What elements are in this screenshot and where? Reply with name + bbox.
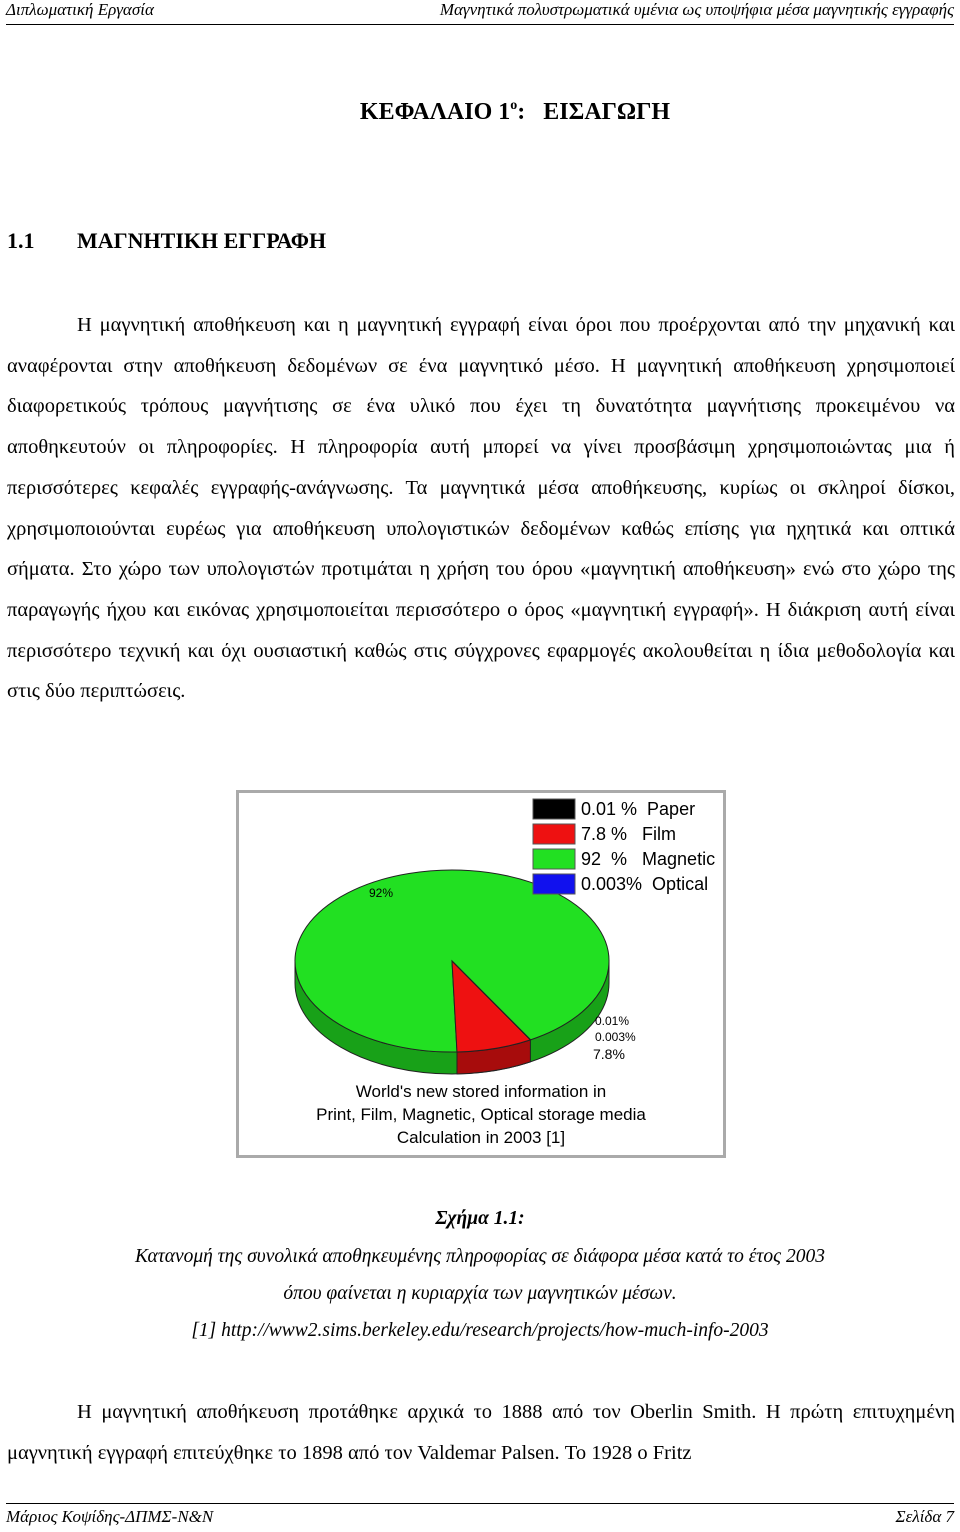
data-label: 7.8% — [593, 1046, 625, 1062]
header-right-title: Μαγνητικά πολυστρωματικά υμένια ως υποψήφια μέσα μαγνητικής εγγραφής — [439, 0, 954, 19]
chapter-suffix: : ΕΙΣΑΓΩΓΗ — [517, 99, 671, 125]
figure-caption-line2: όπου φαίνεται η κυριαρχία των μαγνητικών μέσων. — [283, 1283, 677, 1304]
legend-swatch — [533, 824, 575, 844]
footer-page-number: Σελίδα 7 — [895, 1507, 954, 1526]
legend-swatch — [533, 799, 575, 819]
legend-label: 7.8 % Film — [581, 824, 677, 844]
section-number: 1.1 — [7, 228, 35, 253]
footer-author: Μάριος Κοψίδης-ΔΠΜΣ-Ν&Ν — [6, 1507, 214, 1526]
chart-legend — [533, 799, 715, 894]
figure-caption-line1: Κατανομή της συνολικά αποθηκευμένης πληροφορίας σε διάφορα μέσα κατά το έτος 2003 — [135, 1246, 825, 1267]
chapter-heading — [0, 98, 960, 126]
page-header — [6, 0, 954, 25]
legend-label: 92 % Magnetic — [581, 849, 716, 869]
header-left-title: Διπλωματική Εργασία — [6, 0, 154, 19]
section-title: ΜΑΓΝΗΤΙΚΗ ΕΓΓΡΑΦΗ — [77, 228, 327, 253]
pie-body — [295, 870, 609, 1074]
chart-title — [316, 1082, 646, 1147]
paragraph-history: Η μαγνητική αποθήκευση προτάθηκε αρχικά το 1888 από τον Oberlin Smith. Η πρώτη επιτυχημένη μαγνητική εγγραφή επιτεύχθηκε το 1898 από τον Valdemar Palsen. Το 1928 ο Fritz — [7, 1401, 955, 1464]
chapter-prefix: ΚΕΦΑΛΑΙΟ 1 — [359, 99, 511, 125]
chapter-superscript: ο — [510, 98, 518, 113]
figure-caption-reference: [1] http://www2.sims.berkeley.edu/research/projects/how-much-info-2003 — [191, 1320, 769, 1341]
data-label: 92% — [369, 886, 394, 900]
legend-swatch — [533, 874, 575, 894]
data-label: 0.01% — [595, 1014, 630, 1028]
page-footer — [6, 1503, 954, 1532]
legend-swatch — [533, 849, 575, 869]
pie-chart-svg — [239, 793, 723, 1155]
section-heading — [7, 228, 326, 254]
legend-label: 0.01 % Paper — [581, 799, 696, 819]
chart-title-line: Print, Film, Magnetic, Optical storage media — [316, 1105, 646, 1124]
chart-title-line: World's new stored information in — [355, 1082, 607, 1101]
paragraph-intro: Η μαγνητική αποθήκευση και η μαγνητική εγγραφή είναι όροι που προέρχονται από την μηχανική και αναφέρονται στην αποθήκευση δεδομένων σε ένα μαγνητικό μέσο. Η μαγνητική αποθήκευση χρησιμοποιεί διαφορετικούς τρόπους μαγνήτισης σε ένα υλικό που έχει τη δυνατότητα μαγνήτισης προκειμένου να αποθηκευτούν οι πληροφορίες. Η πληροφορία αυτή μπορεί να γίνει προσβάσιμη χρησιμοποιώντας μια ή περισσότερες κεφαλές εγγραφής-ανάγνωσης. Τα μαγνητικά μέσα αποθήκευσης, κυρίως οι σκληροί δίσκοι, χρησιμοποιούνται ευρέως για αποθήκευση υπολογιστικών δεδομένων καθώς επίσης για ηχητικά και οπτικά σήματα. Στο χώρο των υπολογιστών προτιμάται η χρήση του όρου «μαγνητική αποθήκευση» ενώ στο χώρο της παραγωγής ήχου και εικόνας χρησιμοποιείται περισσότερο ο όρος «μαγνητική εγγραφή». Η διάκριση αυτή είναι περισσότερο τεχνική και όχι ουσιαστική καθώς στις σύγχρονες εφαρμογές ακολουθείται η ίδια μεθοδολογία και στις δύο περιπτώσεις. — [7, 314, 955, 703]
pie-chart-figure — [236, 790, 726, 1158]
legend-label: 0.003% Optical — [581, 874, 709, 894]
chart-title-line: Calculation in 2003 [1] — [396, 1128, 566, 1147]
figure-caption-title: Σχήμα 1.1: — [435, 1208, 525, 1229]
data-label: 0.003% — [595, 1030, 636, 1044]
